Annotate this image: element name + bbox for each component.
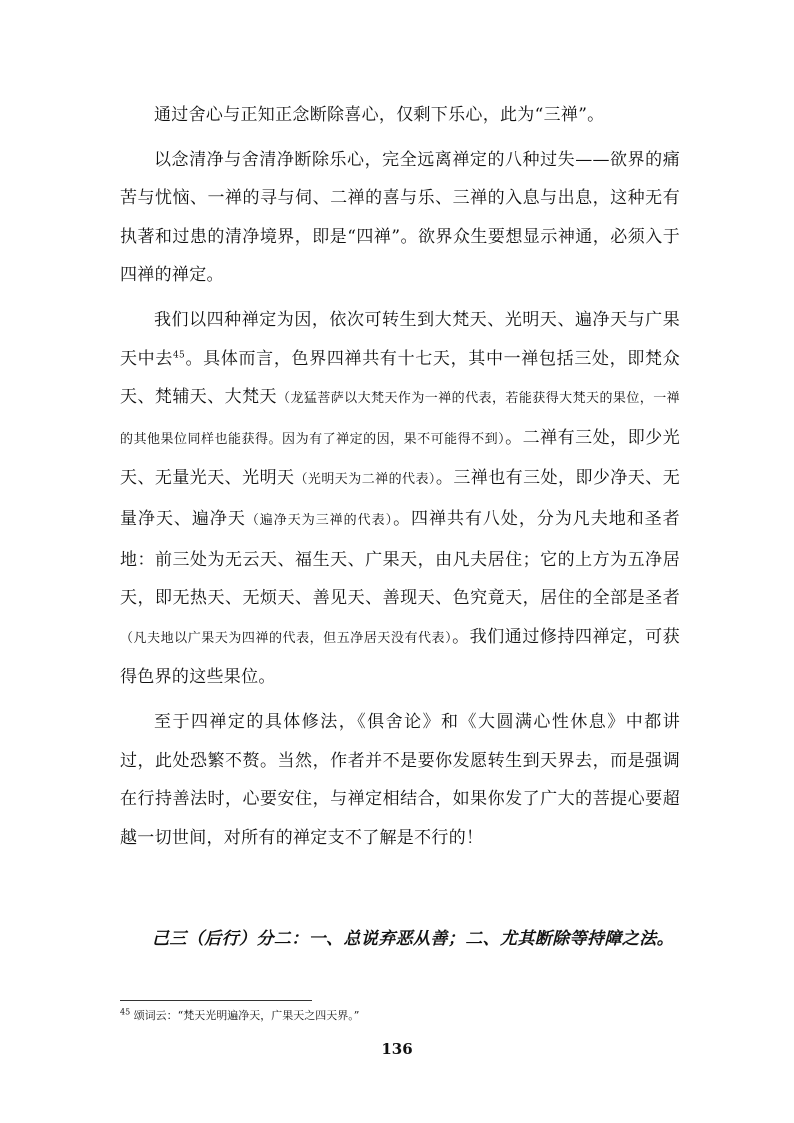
inline-note: （光明天为二禅的代表） — [294, 472, 436, 488]
inline-note: （遍净天为三禅的代表） — [245, 512, 394, 528]
paragraph-form-realm-heavens — [120, 301, 680, 697]
footnote-reference: 45 — [173, 349, 186, 360]
body-text — [120, 96, 680, 857]
footnote-divider — [120, 1000, 312, 1001]
text-segment: 。二禅有三处，即少光天、无量光天、光明天 — [120, 427, 681, 489]
paragraph-third-dhyana: 通过舍心与正知正念断除喜心，仅剩下乐心，此为“三禅”。 — [154, 105, 605, 125]
text-segment: 。四禅共有八处，分为凡夫地和圣者地：前三处为无云天、福生天、广果天，由凡夫居住；它的上方为五净居天，即无热天、无烦天、善见天、善现天、色究竟天，居住的全部是圣者 — [120, 508, 680, 609]
paragraph-fourth-dhyana: 以念清净与舍清净断除乐心，完全远离禅定的八种过失——欲界的痛苦与忧恼、一禅的寻与伺、二禅的喜与乐、三禅的入息与出息，这种无有执著和过患的清净境界，即是“四禅”。欲界众生要想显示神通，必须入于四禅的禅定。 — [120, 149, 680, 286]
text-segment: 我们以四种禅定为因，依次可转生到大梵天、光明天、遍净天与广果天中去 — [120, 309, 680, 369]
text-segment: 。具体而言，色界四禅共有十七天，其中一禅包括三处，即梵众天、梵辅天、大梵天 — [120, 348, 680, 408]
text-segment: 。我们通过修持四禅定，可获得色界的这些果位。 — [120, 626, 680, 688]
inline-note: （凡夫地以广果天为四禅的代表，但五净居天没有代表） — [120, 630, 453, 646]
footnote-number: 45 — [120, 1007, 131, 1017]
inline-note: （龙猛菩萨以大梵天作为一禅的代表，若能获得大梵天的果位，一禅的其他果位同样也能获得。因为有了禅定的因，果不可能得不到） — [120, 391, 680, 447]
text-segment: 。三禅也有三处，即少净天、无量净天、遍净天 — [120, 468, 680, 529]
paragraph-practice-method: 至于四禅定的具体修法，《俱舍论》和《大圆满心性休息》中都讲过，此处恐繁不赘。当然，作者并不是要你发愿转生到天界去，而是强调在行持善法时，心要安住，与禅定相结合，如果你发了广大的菩提心要超越一切世间，对所有的禅定支不了解是不行的！ — [120, 711, 680, 848]
footnote — [120, 1008, 359, 1024]
section-heading: 己三（后行）分二：一、总说弃恶从善；二、尤其断除等持障之法。 — [152, 929, 674, 949]
page-number: 136 — [381, 1040, 413, 1058]
footnote-text: 颂词云：“梵天光明遍净天，广果天之四天界。” — [133, 1009, 360, 1022]
